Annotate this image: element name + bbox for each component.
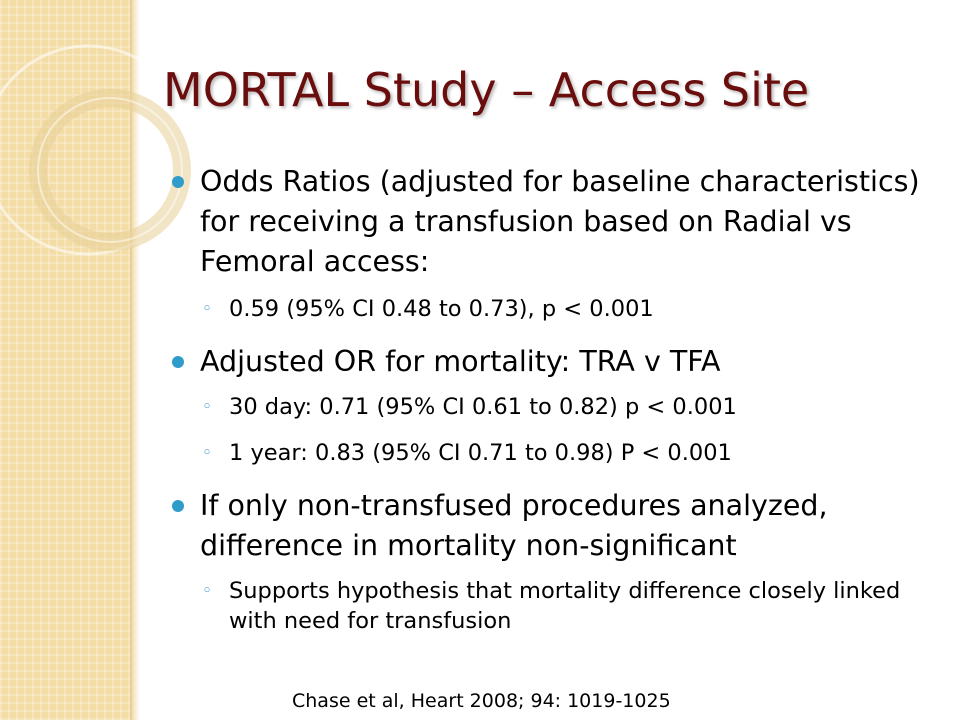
sub-bullet-30-day: ◦ 30 day: 0.71 (95% CI 0.61 to 0.82) p < 0.001 [172,392,932,422]
bullet-transfusion-odds: Odds Ratios (adjusted for baseline characteristics) for receiving a transfusion based on Radial vs Femoral access: [172,162,932,282]
sub-bullet-transfusion-or: ◦ 0.59 (95% CI 0.48 to 0.73), p < 0.001 [172,294,932,324]
citation: Chase et al, Heart 2008; 94: 1019-1025 [292,690,671,712]
sub-bullet-1-year: ◦ 1 year: 0.83 (95% CI 0.71 to 0.98) P < 0.001 [172,438,932,468]
bullet-mortality-or: Adjusted OR for mortality: TRA v TFA [172,342,932,382]
slide-content [172,162,932,636]
sub-bullet-hypothesis: ◦ Supports hypothesis that mortality difference closely linked with need for transfusion [172,576,932,636]
bullet-non-transfused: If only non-transfused procedures analyzed, difference in mortality non-significant [172,486,932,566]
slide-title: MORTAL Study – Access Site [163,63,810,117]
